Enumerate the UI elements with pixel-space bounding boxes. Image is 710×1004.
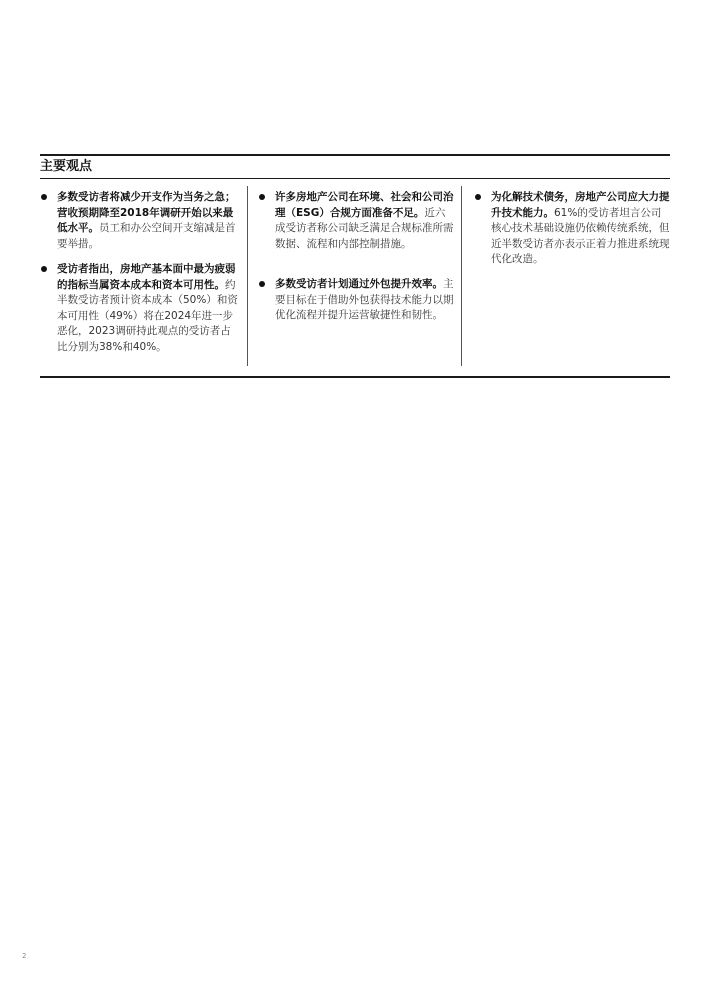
bullet-icon [41, 266, 47, 272]
key-point-lead: 许多房地产公司在环境、社会和公司治理（ESG）合规方面准备不足。 [275, 191, 454, 219]
key-point [40, 262, 238, 355]
key-points-section [40, 154, 670, 378]
bullet-icon [259, 281, 265, 287]
column-divider [461, 186, 462, 366]
key-point [474, 190, 670, 268]
key-point [40, 190, 238, 252]
key-point-body: 员工和办公空间开支缩减是首要举措。 [57, 222, 236, 250]
key-point-lead: 多数受访者将减少开支作为当务之急；营收预期降至2018年调研开始以来最低水平。 [57, 191, 236, 234]
section-top-rule [40, 154, 670, 156]
key-point-body: 近六成受访者称公司缺乏满足合规标准所需数据、流程和内部控制措施。 [275, 206, 454, 250]
key-point [258, 277, 454, 324]
key-points-column-3 [474, 190, 670, 268]
bullet-icon [475, 194, 481, 200]
key-point-lead: 多数受访者计划通过外包提升效率。 [275, 278, 443, 290]
key-points-column-2 [258, 190, 454, 324]
column-divider [247, 186, 248, 366]
section-bottom-rule [40, 376, 670, 378]
section-title-rule [40, 178, 670, 179]
key-point [258, 190, 454, 252]
page-number: 2 [22, 952, 27, 960]
key-point-body: 主要目标在于借助外包获得技术能力以期优化流程并提升运营敏捷性和韧性。 [275, 278, 454, 321]
bullet-icon [259, 194, 265, 200]
key-point-lead: 受访者指出，房地产基本面中最为疲弱的指标当属资本成本和资本可用性。 [57, 263, 236, 291]
key-points-column-1 [40, 190, 238, 355]
section-title: 主要观点 [40, 159, 93, 174]
key-point-body: 61%的受访者坦言公司核心技术基础设施仍依赖传统系统，但近半数受访者亦表示正着力推进系统现代化改造。 [491, 206, 670, 265]
key-point-body: 约半数受访者预计资本成本（50%）和资本可用性（49%）将在2024年进一步恶化，2023调研持此观点的受访者占比分别为38%和40%。 [57, 278, 238, 353]
key-point-lead: 为化解技术债务，房地产公司应大力提升技术能力。 [491, 191, 670, 219]
bullet-icon [41, 194, 47, 200]
